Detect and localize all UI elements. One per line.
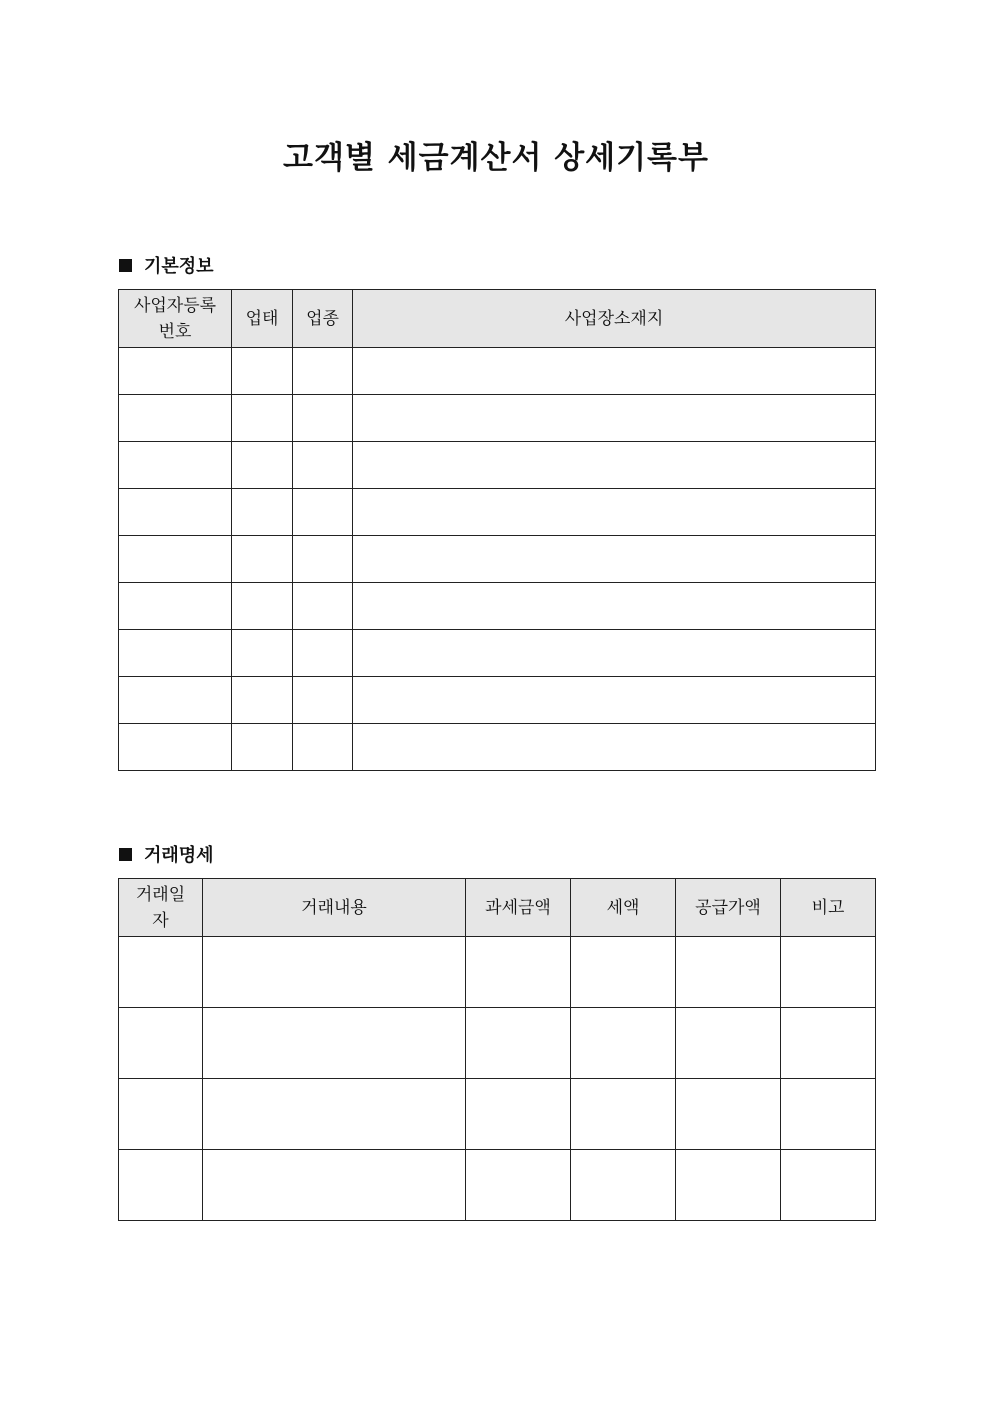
table-row	[119, 677, 876, 724]
table-cell[interactable]	[293, 677, 353, 724]
table-cell[interactable]	[232, 630, 293, 677]
column-header-remarks	[781, 879, 876, 937]
table-cell[interactable]	[293, 348, 353, 395]
section-heading-basic-info	[119, 252, 214, 278]
table-row	[119, 536, 876, 583]
table-cell[interactable]	[119, 536, 232, 583]
table-row	[119, 724, 876, 771]
table-cell[interactable]	[676, 937, 781, 1008]
table-cell[interactable]	[353, 724, 876, 771]
table-cell[interactable]	[119, 442, 232, 489]
table-cell[interactable]	[293, 630, 353, 677]
transactions-table	[118, 878, 876, 1221]
column-header-transaction-details	[203, 879, 466, 937]
table-cell[interactable]	[293, 395, 353, 442]
column-header-business-type	[232, 290, 293, 348]
table-cell[interactable]	[353, 489, 876, 536]
section-heading-label: 거래명세	[144, 845, 214, 866]
table-cell[interactable]	[232, 395, 293, 442]
table-cell[interactable]	[353, 583, 876, 630]
table-cell[interactable]	[119, 1008, 203, 1079]
table-cell[interactable]	[232, 677, 293, 724]
table-cell[interactable]	[781, 1008, 876, 1079]
table-cell[interactable]	[466, 1008, 571, 1079]
table-cell[interactable]	[571, 1079, 676, 1150]
table-cell[interactable]	[119, 583, 232, 630]
table-cell[interactable]	[293, 583, 353, 630]
table-cell[interactable]	[293, 536, 353, 583]
column-header-transaction-date	[119, 879, 203, 937]
table-cell[interactable]	[353, 536, 876, 583]
table-cell[interactable]	[571, 937, 676, 1008]
column-header-label: 사업장소재지	[564, 308, 664, 329]
table-cell[interactable]	[119, 677, 232, 724]
basic-info-table	[118, 289, 876, 771]
table-cell[interactable]	[466, 1079, 571, 1150]
basic-info-table-body	[119, 348, 876, 771]
document-title: 고객별 세금계산서 상세기록부	[283, 140, 709, 176]
column-header-business-reg-no	[119, 290, 232, 348]
square-bullet-icon	[119, 848, 132, 861]
table-cell[interactable]	[571, 1150, 676, 1221]
column-header-label: 업종	[306, 308, 339, 329]
column-header-tax-amount	[571, 879, 676, 937]
column-header-label: 과세금액	[485, 897, 551, 918]
table-row	[119, 1079, 876, 1150]
table-row	[119, 583, 876, 630]
table-cell[interactable]	[119, 489, 232, 536]
square-bullet-icon	[119, 259, 132, 272]
table-cell[interactable]	[232, 724, 293, 771]
table-row	[119, 442, 876, 489]
table-cell[interactable]	[119, 1079, 203, 1150]
table-cell[interactable]	[353, 630, 876, 677]
table-cell[interactable]	[232, 348, 293, 395]
section-heading-label: 기본정보	[144, 256, 214, 277]
table-cell[interactable]	[203, 1079, 466, 1150]
table-row	[119, 1150, 876, 1221]
table-cell[interactable]	[676, 1079, 781, 1150]
table-row	[119, 395, 876, 442]
column-header-label: 업태	[245, 308, 279, 329]
table-row	[119, 630, 876, 677]
table-cell[interactable]	[293, 489, 353, 536]
table-cell[interactable]	[232, 583, 293, 630]
table-cell[interactable]	[466, 937, 571, 1008]
column-header-supply-value	[676, 879, 781, 937]
table-cell[interactable]	[203, 937, 466, 1008]
transactions-table-body	[119, 937, 876, 1221]
table-cell[interactable]	[353, 348, 876, 395]
table-cell[interactable]	[293, 442, 353, 489]
table-cell[interactable]	[203, 1150, 466, 1221]
table-cell[interactable]	[781, 937, 876, 1008]
table-cell[interactable]	[781, 1079, 876, 1150]
table-cell[interactable]	[781, 1150, 876, 1221]
table-header-row	[119, 879, 876, 937]
section-heading-transactions	[119, 841, 214, 867]
column-header-label: 공급가액	[695, 897, 761, 918]
table-cell[interactable]	[353, 395, 876, 442]
table-row	[119, 489, 876, 536]
table-cell[interactable]	[353, 442, 876, 489]
column-header-label: 거래내용	[301, 897, 367, 918]
column-header-business-item	[293, 290, 353, 348]
column-header-label: 비고	[811, 897, 845, 918]
table-cell[interactable]	[353, 677, 876, 724]
table-header-row	[119, 290, 876, 348]
table-cell[interactable]	[232, 489, 293, 536]
table-row	[119, 348, 876, 395]
table-cell[interactable]	[203, 1008, 466, 1079]
table-row	[119, 937, 876, 1008]
table-cell[interactable]	[676, 1150, 781, 1221]
column-header-label: 세액	[606, 897, 640, 918]
column-header-business-address	[353, 290, 876, 348]
column-header-label: 사업자등록 번호	[133, 295, 217, 342]
table-cell[interactable]	[119, 1150, 203, 1221]
table-cell[interactable]	[232, 442, 293, 489]
table-cell[interactable]	[119, 348, 232, 395]
table-cell[interactable]	[293, 724, 353, 771]
table-cell[interactable]	[119, 937, 203, 1008]
column-header-label: 거래일 자	[135, 884, 186, 931]
table-cell[interactable]	[119, 630, 232, 677]
column-header-taxable-amount	[466, 879, 571, 937]
table-cell[interactable]	[571, 1008, 676, 1079]
table-cell[interactable]	[232, 536, 293, 583]
table-cell[interactable]	[676, 1008, 781, 1079]
table-row	[119, 1008, 876, 1079]
table-cell[interactable]	[466, 1150, 571, 1221]
table-cell[interactable]	[119, 395, 232, 442]
table-cell[interactable]	[119, 724, 232, 771]
